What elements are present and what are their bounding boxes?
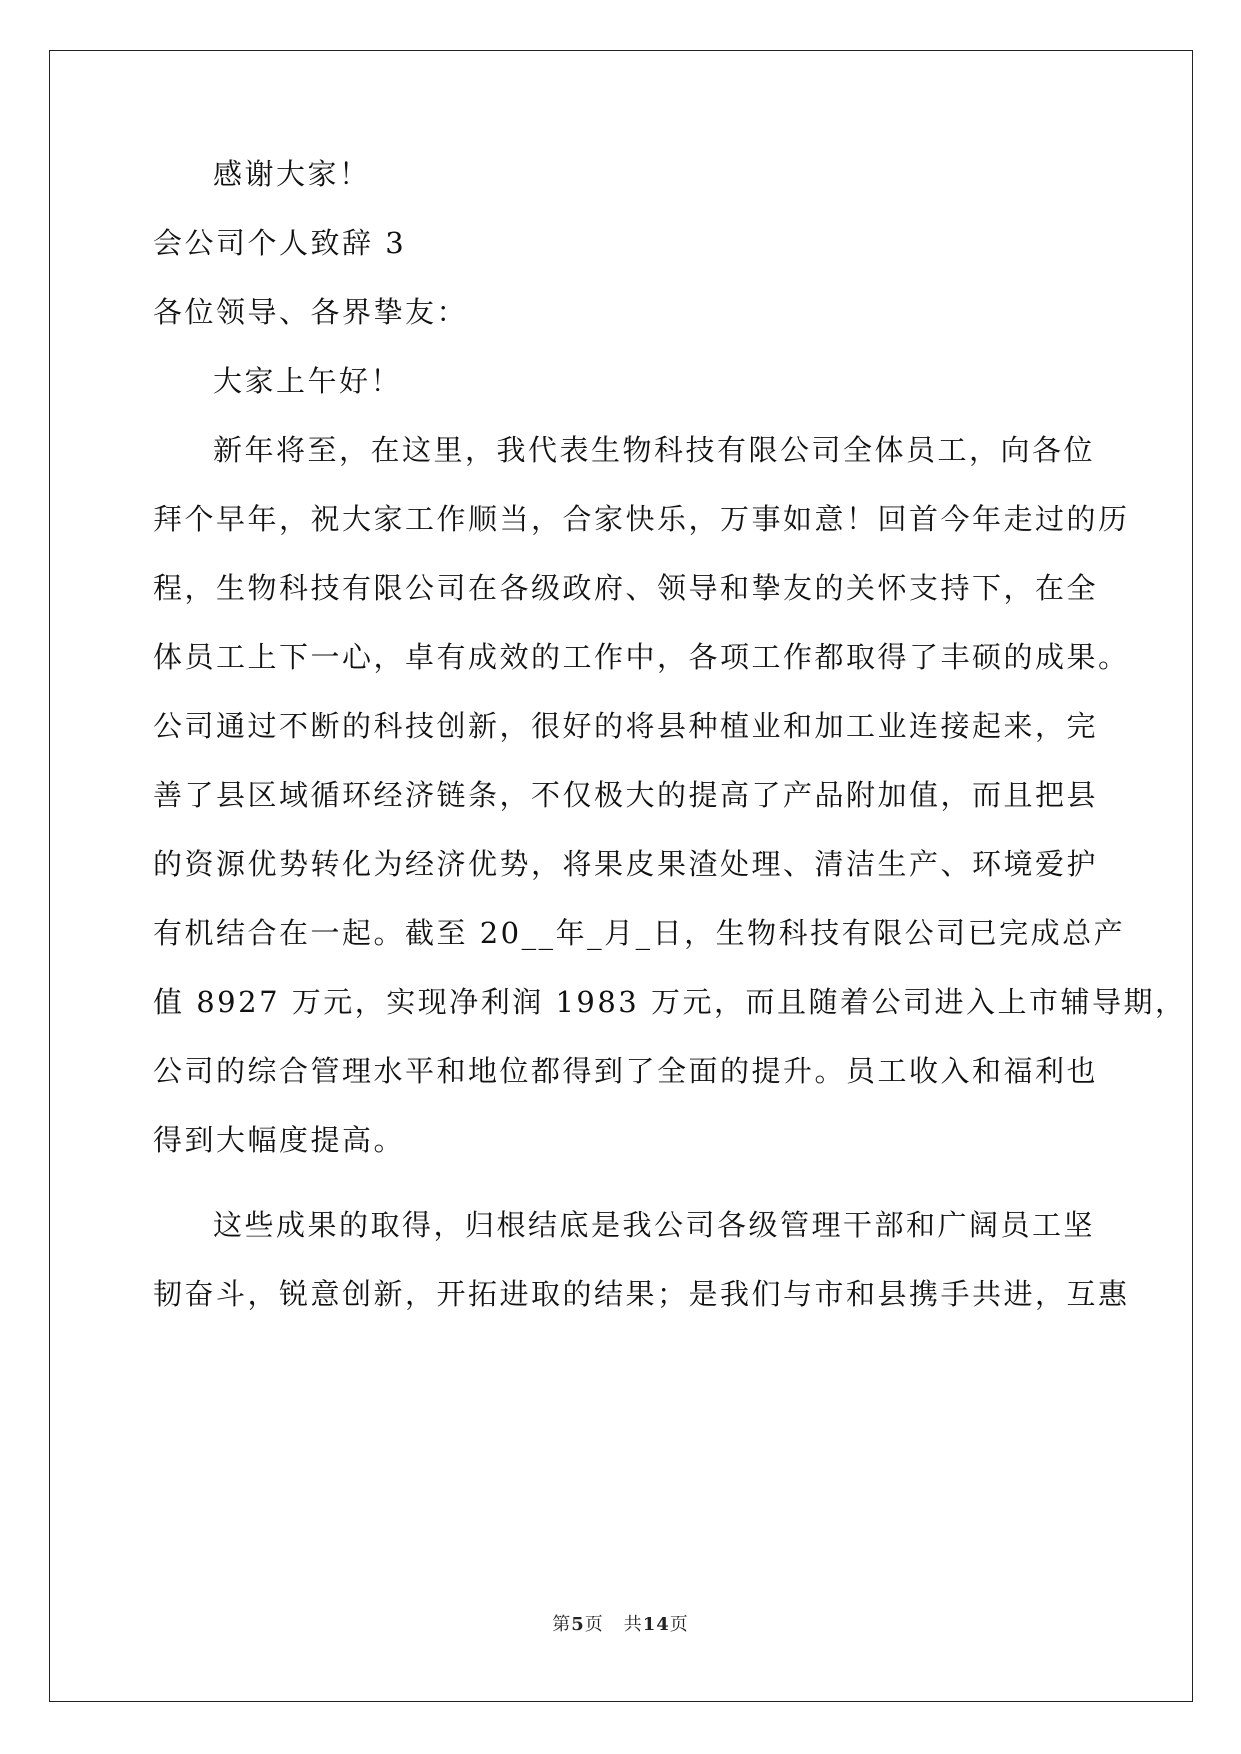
paragraph1-line: 公司通过不断的科技创新，很好的将县种植业和加工业连接起来，完: [153, 709, 1099, 743]
greeting: 大家上午好！: [213, 364, 403, 398]
salutation: 各位领导、各界挚友：: [153, 295, 469, 329]
paragraph1-line: 有机结合在一起。截至 20__年_月_日，生物科技有限公司已完成总产: [153, 916, 1126, 950]
paragraph1-line: 公司的综合管理水平和地位都得到了全面的提升。员工收入和福利也: [153, 1054, 1099, 1088]
paragraph2-line: 这些成果的取得，归根结底是我公司各级管理干部和广阔员工坚: [213, 1208, 1096, 1242]
paragraph2-line: 韧奋斗，锐意创新，开拓进取的结果；是我们与市和县携手共进，互惠: [153, 1277, 1130, 1311]
paragraph1-line: 新年将至，在这里，我代表生物科技有限公司全体员工，向各位: [213, 433, 1096, 467]
page-number: 5: [571, 1614, 585, 1635]
closing-line: 感谢大家！: [213, 157, 371, 191]
paragraph1-line: 的资源优势转化为经济优势，将果皮果渣处理、清洁生产、环境爱护: [153, 847, 1099, 881]
paragraph1-line: 值 8927 万元，实现净利润 1983 万元，而且随着公司进入上市辅导期，: [153, 985, 1187, 1019]
paragraph1-line: 程，生物科技有限公司在各级政府、领导和挚友的关怀支持下，在全: [153, 571, 1099, 605]
total-pages: 14: [642, 1614, 670, 1635]
paragraph1-line: 体员工上下一心，卓有成效的工作中，各项工作都取得了丰硕的成果。: [153, 640, 1130, 674]
paragraph1-line: 拜个早年，祝大家工作顺当，合家快乐，万事如意！回首今年走过的历: [153, 502, 1130, 536]
page-footer: [0, 1610, 1241, 1636]
paragraph1-line: 善了县区域循环经济链条，不仅极大的提高了产品附加值，而且把县: [153, 778, 1099, 812]
paragraph1-line: 得到大幅度提高。: [153, 1123, 406, 1157]
footer-page-suffix: 页: [584, 1614, 604, 1635]
footer-total-suffix: 页: [669, 1614, 689, 1635]
section-title: 会公司个人致辞 3: [153, 226, 407, 260]
footer-prefix: 第: [552, 1614, 572, 1635]
footer-total-prefix: 共: [623, 1614, 643, 1635]
